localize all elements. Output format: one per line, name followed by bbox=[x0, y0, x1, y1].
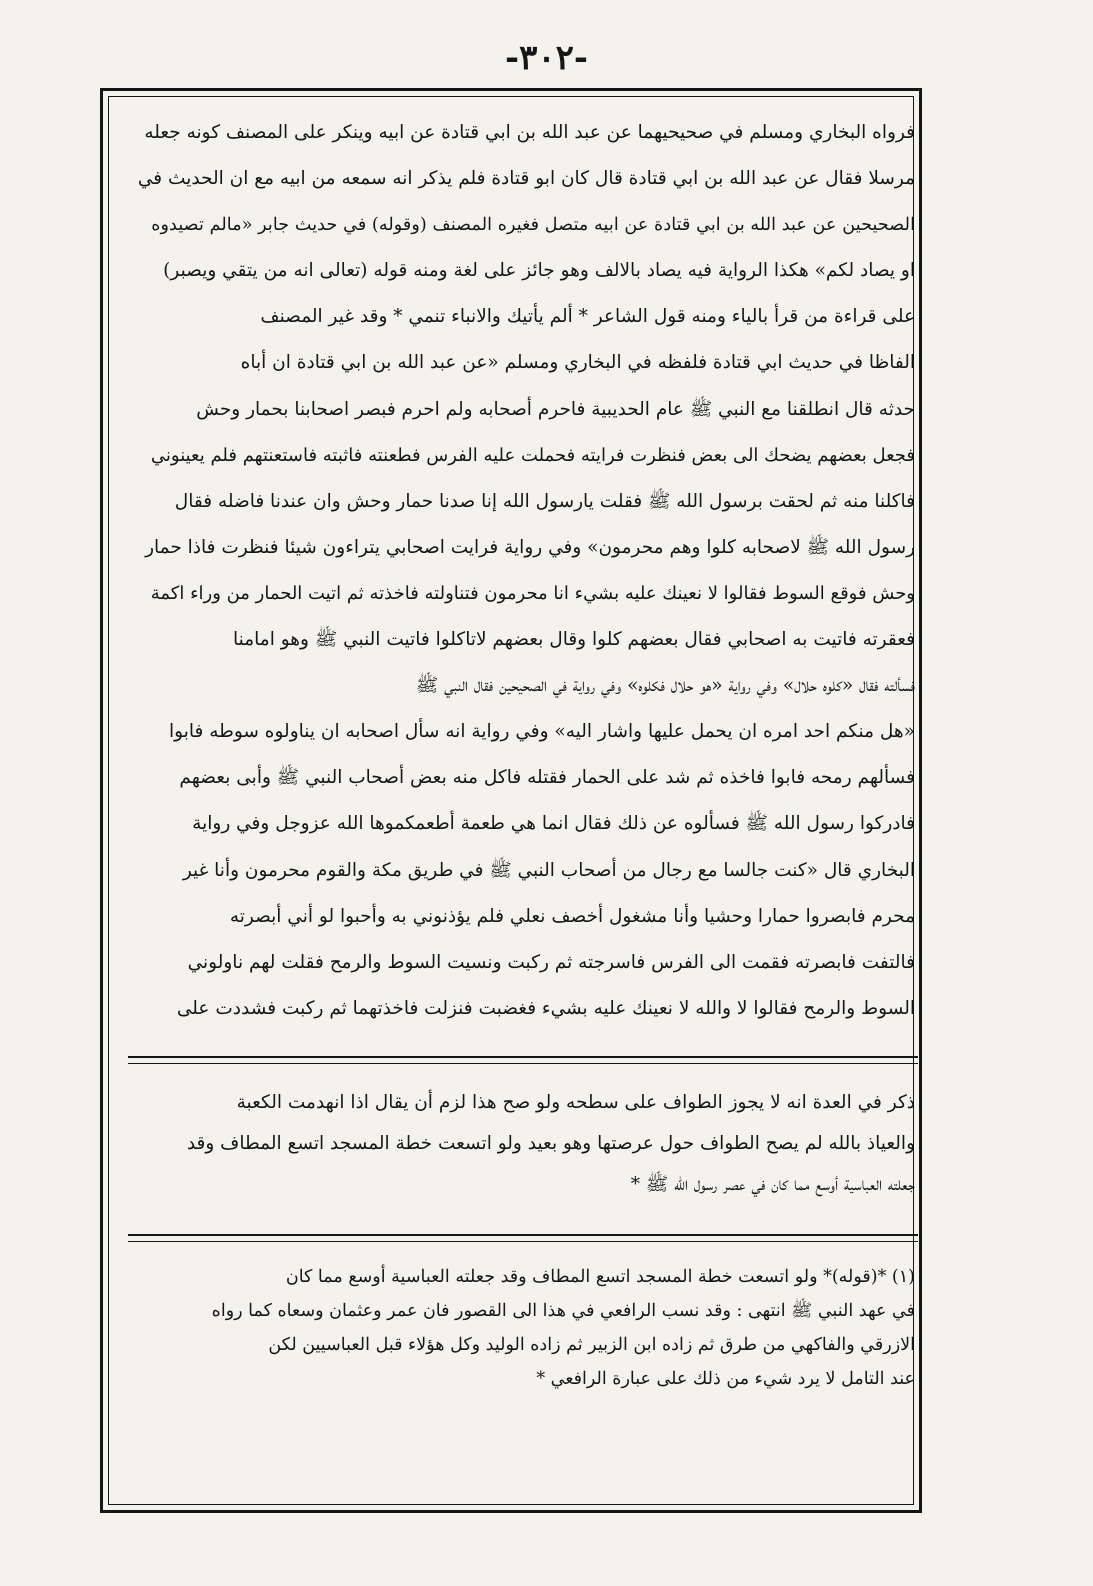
main-text-line: «هل منكم احد امره ان يحمل عليها واشار اليه» وفي رواية انه سأل اصحابه ان يناولوه سوطه فابوا bbox=[169, 721, 915, 743]
main-text-line: الفاظا في حديث ابي قتادة فلفظه في البخاري ومسلم «عن عبد الله بن ابي قتادة ان أباه bbox=[240, 352, 915, 374]
footnote-block bbox=[135, 1260, 915, 1396]
main-text-line: فرواه البخاري ومسلم في صحيحيهما عن عبد الله بن ابي قتادة عن ابيه وينكر على المصنف كونه جعله bbox=[144, 122, 915, 143]
main-text-line: فعقرته فاتيت به اصحابي فقال بعضهم كلوا وقال بعضهم لاتاكلوا فاتيت النبي ﷺ وهو امامنا bbox=[233, 629, 915, 651]
footnote-line: الازرقي والفاكهي من طرق ثم زاده ابن الزبير ثم زاده الوليد وكل هؤلاء قبل العباسيين لكن bbox=[268, 1335, 915, 1355]
footnote-line: عند التامل لا يرد شيء من ذلك على عبارة الرافعي * bbox=[536, 1369, 915, 1389]
note-text-line: والعياذ بالله لم يصح الطواف حول عرصتها وهو بعيد ولو اتسعت خطة المسجد اتسع المطاف وقد bbox=[186, 1133, 915, 1154]
main-text-line: محرم فابصروا حمارا وحشيا وأنا مشغول أخصف نعلي فلم يؤذنوني به وأحبوا لو أني أبصرته bbox=[229, 905, 915, 927]
main-text-line: فادركوا رسول الله ﷺ فسألوه عن ذلك فقال انما هي طعمة أطعمكموها الله عزوجل وفي رواية bbox=[192, 813, 915, 835]
main-text-line: البخاري قال «كنت جالسا مع رجال من أصحاب النبي ﷺ في طريق مكة والقوم محرمون وأنا غير bbox=[182, 859, 915, 881]
main-text-line: فجعل بعضهم يضحك الى بعض فنظرت فرايته فحملت عليه الفرس فطعنته فاثبته فاستعنتهم فلم يعينوني bbox=[150, 444, 915, 466]
main-text-line: فسألته فقال «كلوه حلال» وفي رواية «هو حلال فكلوه» وفي رواية في الصحيحين فقال النبي ﷺ bbox=[415, 675, 915, 697]
page-number: -٣٠٢- bbox=[504, 38, 589, 78]
main-text-line: رسول الله ﷺ لاصحابه كلوا وهم محرمون» وفي رواية فرايت اصحابي يتراءون شيئا فنظرت فاذا حمار bbox=[145, 536, 915, 558]
main-text-line: حدثه قال انطلقنا مع النبي ﷺ عام الحديبية فاحرم أصحابه ولم احرم فبصر اصحابنا بحمار وحش bbox=[196, 398, 915, 420]
note-text-line: ذكر في العدة انه لا يجوز الطواف على سطحه ولو صح هذا لزم أن يقال اذا انهدمت الكعبة bbox=[236, 1092, 915, 1113]
footnote-divider bbox=[128, 1234, 918, 1236]
main-text-line: فاكلنا منه ثم لحقت برسول الله ﷺ فقلت يارسول الله إنا صدنا حمار وحش وان عندنا فاضله فقال bbox=[174, 490, 915, 512]
main-text-line: السوط والرمح فقالوا لا والله لا نعينك عليه بشيء فغضبت فنزلت فاخذتهما ثم ركبت فشددت على bbox=[176, 997, 915, 1019]
footnote-line: (١) *(قوله)* ولو اتسعت خطة المسجد اتسع المطاف وقد جعلته العباسية أوسع مما كان bbox=[285, 1267, 915, 1287]
main-text-line: الصحيحين عن عبد الله بن ابي قتادة عن ابيه متصل فغيره المصنف (وقوله) في حديث جابر «مالم تصيدوه bbox=[151, 215, 915, 236]
main-text-line: على قراءة من قرأ بالياء ومنه قول الشاعر * ألم يأتيك والانباء تنمي * وقد غير المصنف bbox=[260, 306, 915, 328]
main-text-line: وحش فوقع السوط فقالوا لا نعينك عليه بشيء انا محرمون فتناولته فاخذته ثم اتيت الحمار من وراء اكمة bbox=[150, 582, 915, 604]
main-text-block bbox=[135, 110, 915, 1032]
footnote-divider bbox=[128, 1241, 918, 1242]
footnote-line: في عهد النبي ﷺ انتهى : وقد نسب الرافعي في هذا الى القصور فان عمر وعثمان وسعاه كما رواه bbox=[211, 1301, 915, 1321]
main-text-line: مرسلا فقال عن عبد الله بن ابي قتادة قال كان ابو قتادة فلم يذكر انه سمعه من ابيه مع ان الحديث في bbox=[137, 168, 915, 190]
main-text-line: او يصاد لكم» هكذا الرواية فيه يصاد بالالف وهو جائز على لغة ومنه قوله (تعالى انه من يتقي ويصبر) bbox=[163, 260, 915, 282]
note-text-block bbox=[135, 1082, 915, 1205]
main-text-line: فسألهم رمحه فابوا فاخذه ثم شد على الحمار فقتله فاكل منه بعض أصحاب النبي ﷺ وأبى بعضهم bbox=[179, 767, 915, 789]
note-text-line: جعلته العباسية أوسع مما كان في عصر رسول الله ﷺ * bbox=[630, 1174, 915, 1195]
section-divider bbox=[128, 1063, 918, 1064]
section-divider bbox=[128, 1056, 918, 1058]
main-text-line: فالتفت فابصرته فقمت الى الفرس فاسرجته ثم ركبت ونسيت السوط والرمح فقلت لهم ناولوني bbox=[187, 951, 915, 973]
